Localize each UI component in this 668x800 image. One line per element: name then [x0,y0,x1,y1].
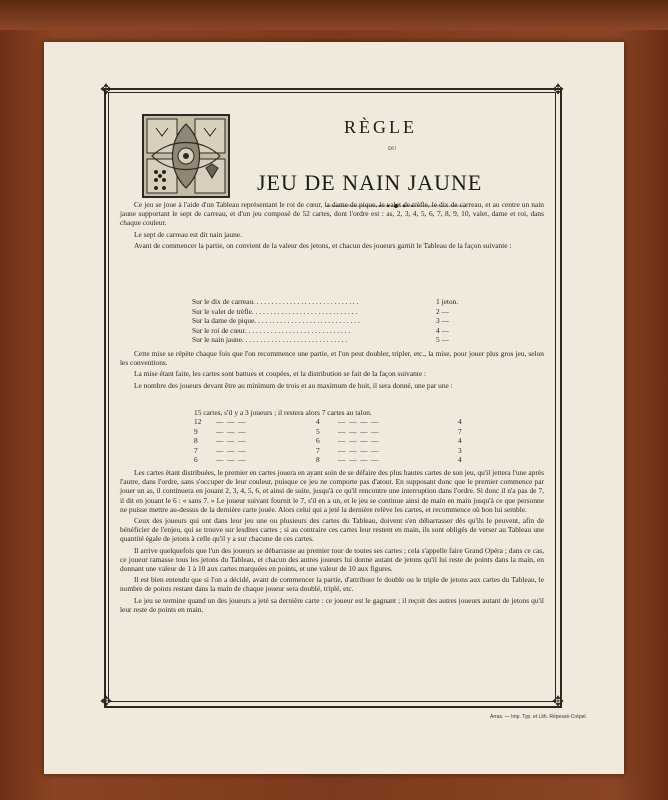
leader-dots: . . . . . . . . . . . . . . . . . . . . . . . . . . . . . [241,335,348,345]
cell-dash: — — — [216,445,246,455]
table-row [194,436,524,445]
list-value: 2 — [436,306,449,316]
distribution-table [194,408,524,464]
cell-dash: — — — — [338,455,379,465]
table-row [194,446,524,455]
title-du: DU [388,146,397,152]
table-row [194,417,524,426]
cell-dash: — — — — [338,445,379,455]
cell-joueurs: 8 [316,455,320,465]
list-item [192,297,482,307]
list-item [192,326,482,336]
table-row [194,455,524,464]
cell-talon: 4 [458,436,462,446]
list-value: 5 — [436,335,449,345]
corner-ornament-icon: ✥ [100,694,112,710]
cell-dash: — — — [216,417,246,427]
paragraph: Il arrive quelquefois que l'un des joueurs se débarrasse au premier tour de toutes ses cartes ; cela s'appelle faire Grand Opéra ; dans ce cas, ce joueur ramasse tous les jetons du Tableau, et chacun des autres joueurs lui donne autant de jetons qu'il lui reste de points dans la main, en donnant une valeur de 1 à 10 aux cartes marquées en points, et une valeur de 10 aux figures. [120,545,544,574]
intro-text [120,200,544,252]
cell-dash: — — — [216,426,246,436]
leader-dots: . . . . . . . . . . . . . . . . . . . . . . . . . . . . . [244,325,351,335]
cell-joueurs: 6 [316,436,320,446]
table-row [194,427,524,436]
leader-dots: . . . . . . . . . . . . . . . . . . . . . . . . . . . . . [251,306,358,316]
list-item [192,307,482,317]
corner-ornament-icon: ✥ [552,694,564,710]
leader-dots: . . . . . . . . . . . . . . . . . . . . . . . . . . . . . [253,297,359,306]
list-label: Sur le dix de carreau [192,297,254,306]
paragraph: Il est bien entendu que si l'on a décidé, avant de commencer la partie, d'attribuer le double ou le triple de jetons aux cartes du Tableau, le nombre de points restant dans la main de chaque joueur sera doublé, triplé, etc. [120,575,544,594]
paragraph: Ceux des joueurs qui ont dans leur jeu une ou plusieurs des cartes du Tableau, doivent s'en débarrasser dès qu'ils le peuvent, afin de bénéficier de l'enjeu, qui se trouve sur lesdites cartes ; si au contraire ces cartes leur restent en main, ils sont obligés de verser au Tableau une quantité égale de jetons à celle qu'il y a sur chacune de ces cartes. [120,516,544,544]
cell-cartes: 9 [194,426,198,436]
cell-talon: 3 [458,445,462,455]
playing-cards-illustration-icon [144,116,228,196]
corner-ornament-icon: ✥ [100,82,112,98]
printer-imprint: Arras. — Imp. Typ. et Lith. Répessé-Crépel. [490,714,587,720]
cell-cartes: 8 [194,436,198,446]
mise-list [192,297,482,345]
cell-talon: 4 [458,455,462,465]
board-top-edge [0,0,668,30]
leader-dots: . . . . . . . . . . . . . . . . . . . . . . . . . . . . . [254,316,360,326]
list-label: Sur le roi de cœur [192,325,245,335]
mise-text [120,349,544,392]
paragraph: Le jeu se termine quand un des joueurs a jeté sa dernière carte : ce joueur est le gagnant ; il reçoit des autres joueurs autant de jetons qu'il leur reste de points en main. [120,595,544,614]
paragraph: Les cartes étant distribuées, le premier en cartes jouera en ayant soin de se défaire des plus hautes cartes de son jeu, qu'il jettera l'une après l'autre, dans l'ordre, sans s'occuper de leur couleur, puisque ce jeu ne comporte pas d'atout. En supposant donc que le premier commence par jouer un as, il continuera en jouant 2, 3, 4, 5, 6, et ainsi de suite, jusqu'à ce qu'il rencontre une interruption dans l'ordre. Si donc il n'a pas de 7, il dit en jouant le 6 : « sans 7. » Le joueur suivant fournit le 7, s'il en a un, et le jeu se continue ainsi de main en main jusqu'à ce que personne ne puisse mettre au-dessus de la dernière carte jouée. Alors celui qui a jeté la dernière relève les cartes, et recommence où bon lui semble. [120,468,544,514]
cell-joueurs: 7 [316,445,320,455]
corner-ornament-icon: ✥ [552,82,564,98]
page-title: JEU DE NAIN JAUNE [257,170,483,195]
rules-sheet [44,42,624,774]
paragraph: Le sept de carreau est dit nain jaune. [134,229,242,239]
paragraph: Cette mise se répète chaque fois que l'on recommence une partie, et l'on peut doubler, tripler, etc., la mise, pour jouer plus gros jeu, selon les conventions. [120,349,544,368]
cell-cartes: 7 [194,445,198,455]
list-value: 3 — [436,316,449,326]
cell-joueurs: 4 [316,417,320,427]
list-item [192,316,482,326]
list-value: 1 jeton. [436,297,459,306]
paragraph: Ce jeu se joue à l'aide d'un Tableau représentant le roi de cœur, la dame de pique, le valet de trèfle, le dix de carreau, et au centre un nain jaune supportant le sept de carreau, et d'un jeu composé de 52 cartes, dont l'ordre est : as, 2, 3, 4, 5, 6, 7, 8, 9, 10, valet, dame et roi, dans chaque couleur. [120,200,544,228]
paragraph: Avant de commencer la partie, on convient de la valeur des jetons, et chacun des joueurs garnit le Tableau de la façon suivante : [134,240,512,250]
list-label: Sur le valet de trèfle [192,306,252,316]
cell-talon: 4 [458,417,462,427]
card-board-emblem [142,114,230,198]
list-label: Sur la dame de pique [192,316,255,326]
paragraph: Le nombre des joueurs devant être au minimum de trois et au maximum de huit, il sera donné, une par une : [134,380,453,390]
play-rules-text [120,468,544,616]
cell-dash: — — — — [338,417,379,427]
title-regle: RÈGLE [344,117,417,137]
list-label: Sur le nain jaune [192,335,242,345]
cell-joueurs: 5 [316,426,320,436]
cell-dash: — — — [216,436,246,446]
list-item [192,335,482,345]
cell-talon: 7 [458,426,462,436]
distribution-header: 15 cartes, s'il y a 3 joueurs ; il restera alors 7 cartes au talon. [194,408,372,417]
cell-dash: — — — — [338,426,379,436]
cell-dash: — — — — [338,436,379,446]
cell-dash: — — — [216,455,246,465]
paragraph: La mise étant faite, les cartes sont battues et coupées, et la distribution se fait de la façon suivante : [134,369,427,379]
list-value: 4 — [436,325,449,335]
cell-cartes: 6 [194,455,198,465]
cell-cartes: 12 [194,417,202,427]
